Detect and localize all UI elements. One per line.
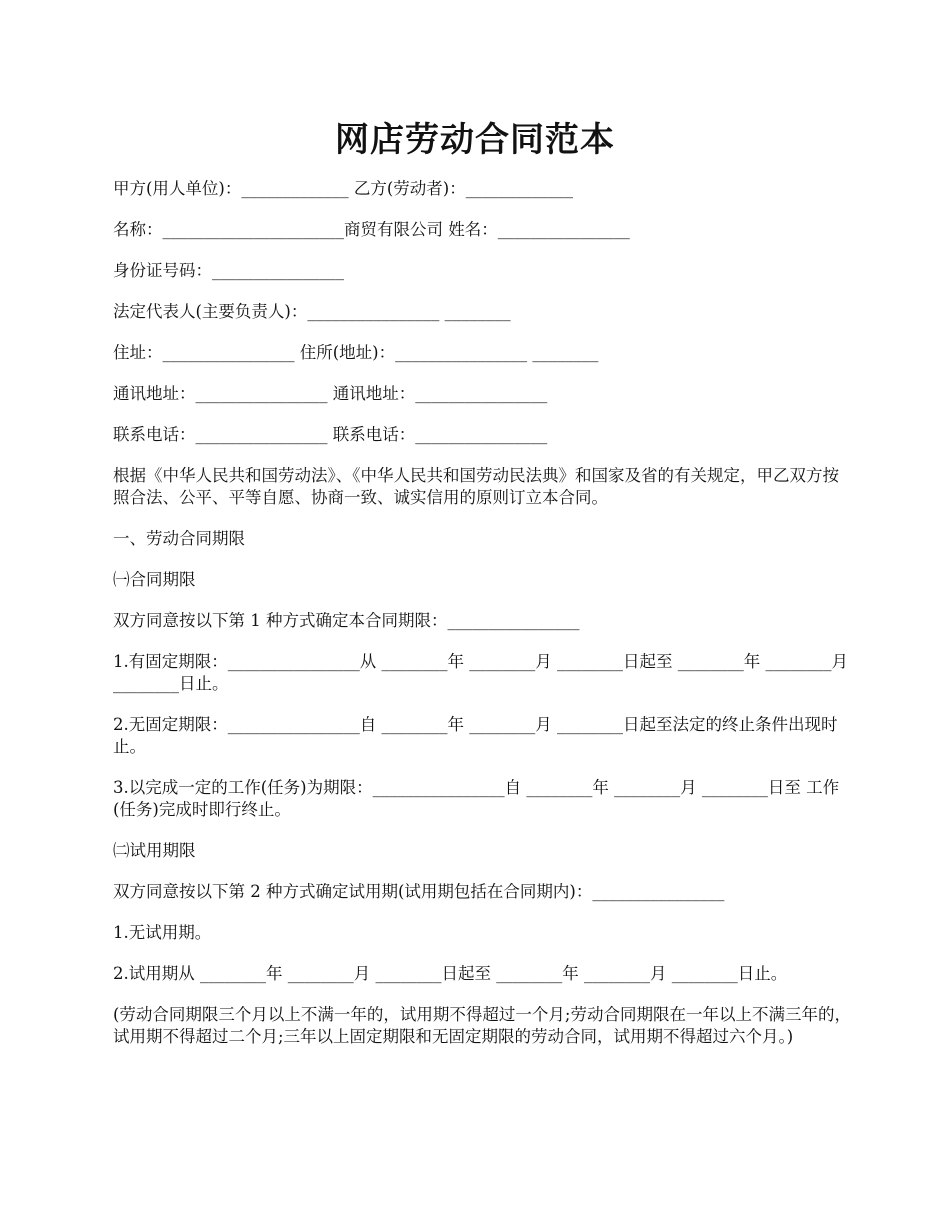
phone-line: 联系电话：________________ 联系电话：________________ <box>113 425 548 444</box>
probation-period-clause: 2.试用期从 ________年 ________月 ________日起至 ________年 ________月 ________日止。 <box>113 964 788 983</box>
address-line: 住址：________________ 住所(地址)：________________ ________ <box>113 343 599 362</box>
document-title: 网店劳动合同范本 <box>335 120 615 160</box>
task-based-term-clause: 3.以完成一定的工作(任务)为期限：________________自 ________年 ________月 ________日至 工作(任务)完成时即行终止。 <box>113 778 840 819</box>
contract-term-method-line: 双方同意按以下第 1 种方式确定本合同期限：________________ <box>113 611 580 630</box>
name-line: 名称：______________________商贸有限公司 姓名：________________ <box>113 220 630 239</box>
subsection-heading-probation: ㈡试用期限 <box>113 841 196 860</box>
subsection-heading-contract-period: ㈠合同期限 <box>113 570 196 589</box>
section-heading-contract-term: 一、劳动合同期限 <box>113 529 245 548</box>
document-body <box>113 178 853 1067</box>
probation-limit-note: (劳动合同期限三个月以上不满一年的，试用期不得超过一个月;劳动合同期限在一年以上不满三年的，试用期不得超过二个月;三年以上固定期限和无固定期限的劳动合同，试用期不得超过六个月。) <box>113 1005 851 1046</box>
open-term-clause: 2.无固定期限：________________自 ________年 ________月 ________日起至法定的终止条件出现时止。 <box>113 715 838 756</box>
fixed-term-clause: 1.有固定期限：________________从 ________年 ________月 ________日起至 ________年 ________月 ________日止。 <box>113 652 854 693</box>
id-number-line: 身份证号码：________________ <box>113 261 344 280</box>
legal-basis-paragraph: 根据《中华人民共和国劳动法》、《中华人民共和国劳动民法典》和国家及省的有关规定，甲乙双方按照合法、公平、平等自愿、协商一致、诚实信用的原则订立本合同。 <box>113 466 839 507</box>
legal-representative-line: 法定代表人(主要负责人)：________________ ________ <box>113 302 511 321</box>
party-line: 甲方(用人单位)：_____________ 乙方(劳动者)：_____________ <box>113 179 573 198</box>
probation-method-line: 双方同意按以下第 2 种方式确定试用期(试用期包括在合同期内)：________________ <box>113 882 725 901</box>
no-probation-clause: 1.无试用期。 <box>113 923 212 942</box>
mailing-address-line: 通讯地址：________________ 通讯地址：________________ <box>113 384 548 403</box>
